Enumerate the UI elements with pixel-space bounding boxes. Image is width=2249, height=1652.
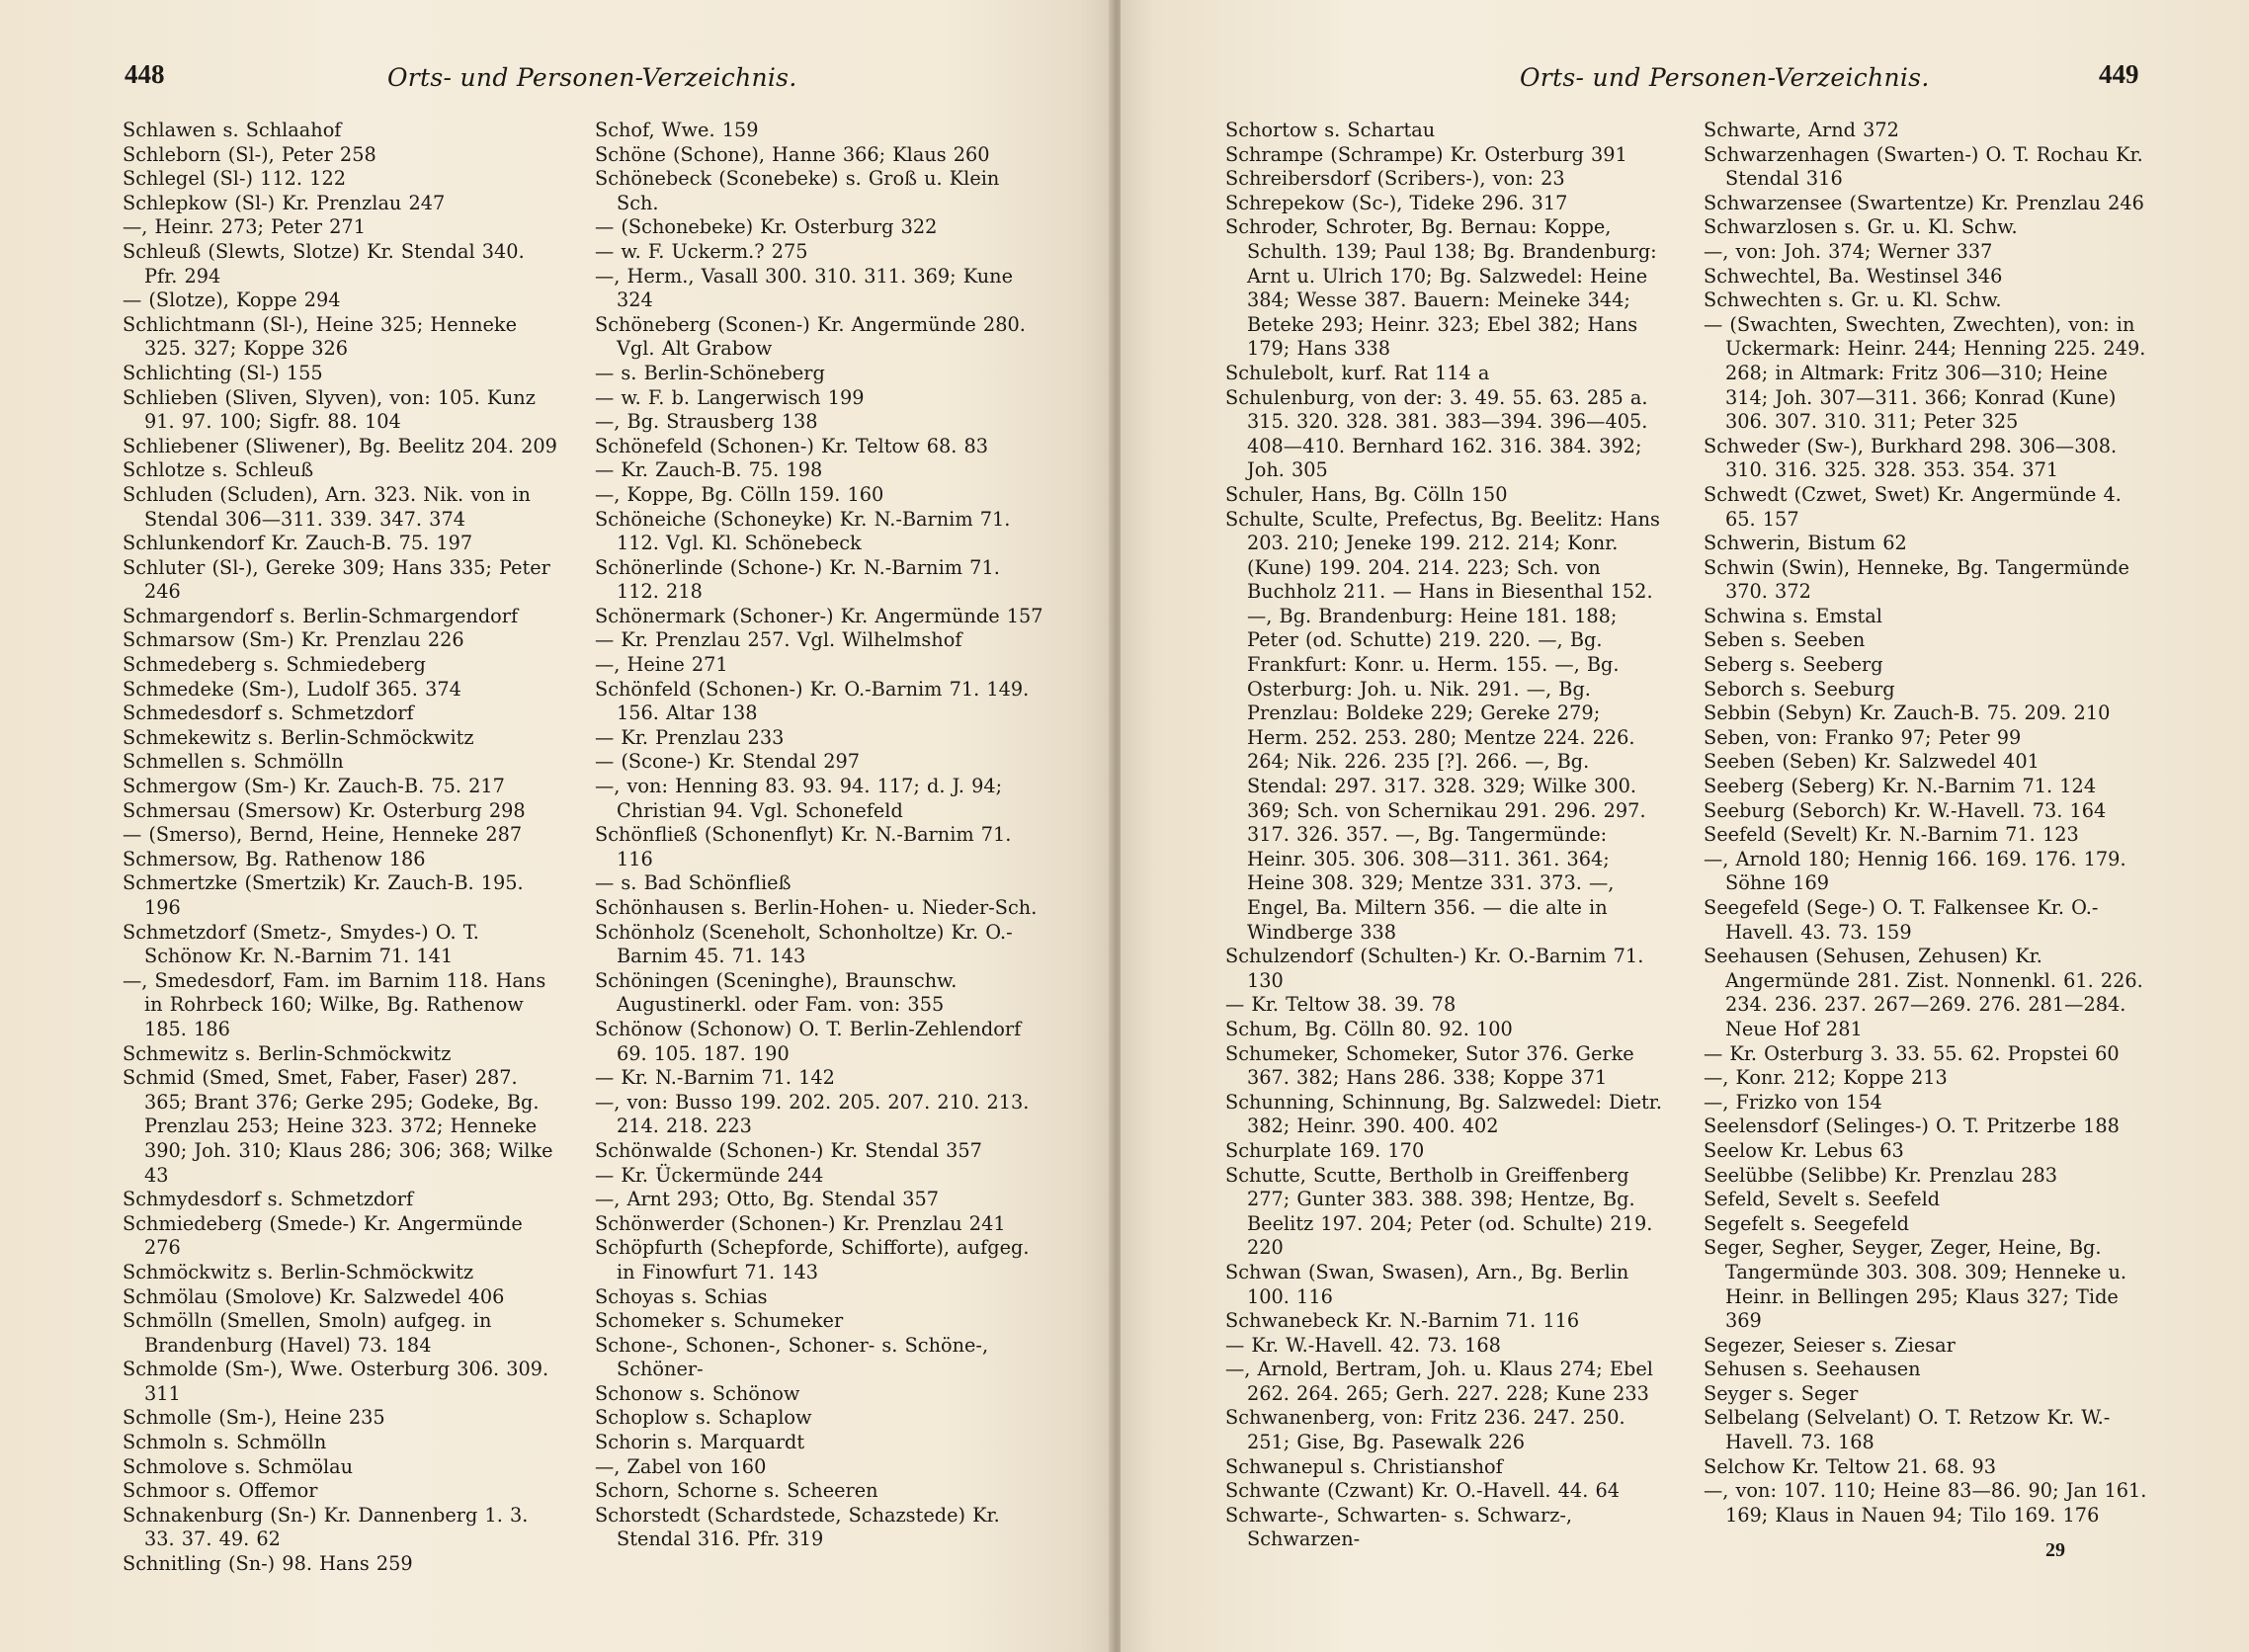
page-number-left: 448 — [125, 59, 165, 89]
index-entry: — (Slotze), Koppe 294 — [123, 289, 341, 312]
index-entry: Seeberg (Seberg) Kr. N.-Barnim 71. 124 — [1704, 775, 2097, 798]
index-column-left-1 — [123, 119, 561, 1577]
index-entry: Schwerin, Bistum 62 — [1704, 532, 1907, 555]
index-entry: Seben, von: Franko 97; Peter 99 — [1704, 725, 2022, 749]
index-entry: Schönerlinde (Schone-) Kr. N.-Barnim 71. 112. 218 — [595, 555, 1000, 604]
index-entry: Schwanenberg, von: Fritz 236. 247. 250. 251; Gise, Bg. Pasewalk 226 — [1225, 1406, 1625, 1454]
index-entry: Schliebener (Sliwener), Bg. Beelitz 204. 209 — [123, 434, 557, 457]
index-entry: — Kr. Zauch-B. 75. 198 — [595, 458, 823, 482]
index-entry: Schmergow (Sm-) Kr. Zauch-B. 75. 217 — [123, 775, 505, 798]
index-entry: Schwarzensee (Swartentze) Kr. Prenzlau 246 — [1704, 191, 2144, 214]
index-entry: Schum, Bg. Cölln 80. 92. 100 — [1225, 1017, 1513, 1040]
index-entry: Schmersau (Smersow) Kr. Osterburg 298 — [123, 798, 526, 822]
index-entry: Schöpfurth (Schepforde, Schifforte), aufgeg. in Finowfurt 71. 143 — [595, 1236, 1030, 1283]
index-entry: —, Arnt 293; Otto, Bg. Stendal 357 — [595, 1188, 940, 1211]
index-entry: Schurplate 169. 170 — [1225, 1138, 1425, 1162]
index-entry: —, Smedesdorf, Fam. im Barnim 118. Hans in Rohrbeck 160; Wilke, Bg. Rathenow 185. 186 — [123, 968, 546, 1040]
index-entry: Schmöckwitz s. Berlin-Schmöckwitz — [123, 1260, 474, 1283]
index-entry: Schuler, Hans, Bg. Cölln 150 — [1225, 482, 1508, 506]
index-entry: —, Bg. Strausberg 138 — [595, 410, 818, 434]
index-entry: Seberg s. Seeberg — [1704, 653, 1883, 677]
index-entry: Seehausen (Sehusen, Zehusen) Kr. Angermünde 281. Zist. Nonnenkl. 61. 226. 234. 236. 237. 267—269. 276. 281—284. Neue Hof 281 — [1704, 945, 2143, 1040]
index-entry: Schöneiche (Schoneyke) Kr. N.-Barnim 71. 112. Vgl. Kl. Schönebeck — [595, 507, 1011, 555]
index-entry: Schmolove s. Schmölau — [123, 1454, 354, 1478]
index-entry: — Kr. Osterburg 3. 33. 55. 62. Propstei 60 — [1704, 1041, 2120, 1065]
signature-mark: 29 — [2045, 1539, 2065, 1561]
index-entry: Schluter (Sl-), Gereke 309; Hans 335; Peter 246 — [123, 555, 550, 604]
index-entry: Schönermark (Schoner-) Kr. Angermünde 157 — [595, 604, 1043, 627]
running-title-right: Orts- und Personen-Verzeichnis. — [1520, 63, 1930, 92]
index-entry: Schreibersdorf (Scribers-), von: 23 — [1225, 167, 1565, 191]
index-entry: Schwanebeck Kr. N.-Barnim 71. 116 — [1225, 1309, 1580, 1333]
index-entry: Schutte, Scutte, Bertholb in Greiffenberg 277; Gunter 383. 388. 398; Hentze, Bg. Beelitz 197. 204; Peter (od. Schulte) 219. 220 — [1225, 1163, 1653, 1260]
index-entry: Schroder, Schroter, Bg. Bernau: Koppe, Schulth. 139; Paul 138; Bg. Brandenburg: Arnt u. Ulrich 170; Bg. Salzwedel: Heine 384; Wesse 387. Bauern: Meineke 344; Beteke 293; Heinr. 323; Ebel 382; Hans 179; Hans 338 — [1225, 215, 1657, 361]
index-entry: Schmölln (Smellen, Smoln) aufgeg. in Brandenburg (Havel) 73. 184 — [123, 1309, 492, 1357]
running-title-left: Orts- und Personen-Verzeichnis. — [387, 63, 797, 92]
index-entry: Schone-, Schonen-, Schoner- s. Schöne-, Schöner- — [595, 1333, 989, 1381]
index-entry: Schwarte-, Schwarten- s. Schwarz-, Schwarzen- — [1225, 1503, 1573, 1551]
index-entry: Schonow s. Schönow — [595, 1381, 800, 1405]
index-column-right-1 — [1225, 119, 1664, 1552]
index-entry: —, Herm., Vasall 300. 310. 311. 369; Kune 324 — [595, 264, 1013, 312]
index-entry: —, Heine 271 — [595, 653, 728, 677]
index-entry: —, Arnold, Bertram, Joh. u. Klaus 274; Ebel 262. 264. 265; Gerh. 227. 228; Kune 233 — [1225, 1358, 1653, 1405]
index-entry: Schmargendorf s. Berlin-Schmargendorf — [123, 604, 519, 627]
index-entry: — s. Berlin-Schöneberg — [595, 361, 825, 384]
index-entry: Schomeker s. Schumeker — [595, 1309, 844, 1333]
index-entry: —, von: Joh. 374; Werner 337 — [1704, 239, 1993, 263]
index-entry: Schulzendorf (Schulten-) Kr. O.-Barnim 71. 130 — [1225, 945, 1644, 992]
index-entry: Schmölau (Smolove) Kr. Salzwedel 406 — [123, 1284, 505, 1308]
index-entry: — (Scone-) Kr. Stendal 297 — [595, 750, 861, 774]
index-entry: Schwan (Swan, Swasen), Arn., Bg. Berlin 100. 116 — [1225, 1260, 1629, 1308]
index-entry: — Kr. Prenzlau 257. Vgl. Wilhelmshof — [595, 628, 962, 652]
index-entry: Schönwerder (Schonen-) Kr. Prenzlau 241 — [595, 1211, 1006, 1235]
index-entry: Schönebeck (Sconebeke) s. Groß u. Klein Sch. — [595, 167, 1000, 214]
index-entry: Schlichting (Sl-) 155 — [123, 361, 323, 384]
index-entry: Schmertzke (Smertzik) Kr. Zauch-B. 195. 196 — [123, 871, 524, 919]
index-entry: —, Arnold 180; Hennig 166. 169. 176. 179. Söhne 169 — [1704, 847, 2126, 895]
index-entry: Schmolle (Sm-), Heine 235 — [123, 1406, 385, 1430]
index-entry: Schmedeberg s. Schmiedeberg — [123, 653, 426, 677]
index-entry: Schumeker, Schomeker, Sutor 376. Gerke 367. 382; Hans 286. 338; Koppe 371 — [1225, 1041, 1634, 1090]
index-entry: Schönwalde (Schonen-) Kr. Stendal 357 — [595, 1138, 982, 1162]
index-entry: Schortow s. Schartau — [1225, 119, 1436, 141]
index-entry: Schöne (Schone), Hanne 366; Klaus 260 — [595, 142, 990, 166]
index-entry: Schlegel (Sl-) 112. 122 — [123, 167, 346, 191]
index-entry: — (Schonebeke) Kr. Osterburg 322 — [595, 215, 938, 239]
index-entry: Seeburg (Seborch) Kr. W.-Havell. 73. 164 — [1704, 798, 2107, 822]
index-entry: — Kr. Ückermünde 244 — [595, 1163, 824, 1187]
index-entry: Schöningen (Sceninghe), Braunschw. Augustinerkl. oder Fam. von: 355 — [595, 968, 958, 1017]
index-entry: Schlawen s. Schlaahof — [123, 119, 342, 141]
index-entry: Schorn, Schorne s. Scheeren — [595, 1479, 878, 1503]
index-column-right-2 — [1704, 119, 2150, 1528]
index-entry: Schlichtmann (Sl-), Heine 325; Henneke 325. 327; Koppe 326 — [123, 312, 518, 361]
index-entry: Schönfeld (Schonen-) Kr. O.-Barnim 71. 149. 156. Altar 138 — [595, 677, 1030, 725]
index-entry: Schlepkow (Sl-) Kr. Prenzlau 247 — [123, 191, 446, 214]
index-entry: Schunning, Schinnung, Bg. Salzwedel: Dietr. 382; Heinr. 390. 400. 402 — [1225, 1090, 1662, 1138]
index-entry: — Kr. W.-Havell. 42. 73. 168 — [1225, 1333, 1501, 1357]
index-entry: Schmersow, Bg. Rathenow 186 — [123, 847, 426, 870]
index-entry: Schlieben (Sliven, Slyven), von: 105. Kunz 91. 97. 100; Sigfr. 88. 104 — [123, 385, 536, 434]
index-entry: Schönow (Schonow) O. T. Berlin-Zehlendorf 69. 105. 187. 190 — [595, 1017, 1022, 1065]
index-entry: Schmetzdorf (Smetz-, Smydes-) O. T. Schönow Kr. N.-Barnim 71. 141 — [123, 920, 479, 968]
index-entry: —, von: 107. 110; Heine 83—86. 90; Jan 161. 169; Klaus in Nauen 94; Tilo 169. 176 — [1704, 1479, 2147, 1527]
index-entry: Schoyas s. Schias — [595, 1284, 768, 1308]
index-entry: Schmedesdorf s. Schmetzdorf — [123, 702, 414, 725]
index-entry: Schulenburg, von der: 3. 49. 55. 63. 285 a. 315. 320. 328. 381. 383—394. 396—405. 408—410. Bernhard 162. 316. 384. 392; Joh. 305 — [1225, 385, 1648, 482]
index-entry: — w. F. b. Langerwisch 199 — [595, 385, 865, 409]
index-entry: Schoplow s. Schaplow — [595, 1406, 812, 1430]
page-number-right: 449 — [2099, 59, 2139, 89]
index-entry: — s. Bad Schönfließ — [595, 871, 791, 895]
index-entry: Seelübbe (Selibbe) Kr. Prenzlau 283 — [1704, 1163, 2058, 1187]
index-entry: — (Smerso), Bernd, Heine, Henneke 287 — [123, 823, 523, 847]
index-entry: —, Heinr. 273; Peter 271 — [123, 215, 366, 239]
index-entry: Schof, Wwe. 159 — [595, 119, 759, 141]
index-entry: Seyger s. Seger — [1704, 1381, 1859, 1405]
index-entry: Seborch s. Seeburg — [1704, 677, 1895, 701]
index-entry: —, Koppe, Bg. Cölln 159. 160 — [595, 482, 884, 506]
index-entry: — Kr. N.-Barnim 71. 142 — [595, 1066, 835, 1090]
index-entry: Schnitling (Sn-) 98. Hans 259 — [123, 1552, 413, 1576]
index-entry: Schrampe (Schrampe) Kr. Osterburg 391 — [1225, 142, 1627, 166]
index-entry: Schmewitz s. Berlin-Schmöckwitz — [123, 1041, 452, 1065]
index-entry: Schwarzlosen s. Gr. u. Kl. Schw. — [1704, 215, 2018, 239]
index-entry: Schmolde (Sm-), Wwe. Osterburg 306. 309. 311 — [123, 1358, 549, 1405]
index-entry: Segefelt s. Seegefeld — [1704, 1211, 1909, 1235]
index-entry: Schönefeld (Schonen-) Kr. Teltow 68. 83 — [595, 434, 989, 457]
index-entry: Schorstedt (Schardstede, Schazstede) Kr. Stendal 316. Pfr. 319 — [595, 1503, 1000, 1551]
index-entry: Schwarte, Arnd 372 — [1704, 119, 1899, 141]
index-entry: Seefeld (Sevelt) Kr. N.-Barnim 71. 123 — [1704, 823, 2079, 847]
index-entry: Schmekewitz s. Berlin-Schmöckwitz — [123, 725, 474, 749]
index-entry: Schönfließ (Schonenflyt) Kr. N.-Barnim 71. 116 — [595, 823, 1012, 870]
index-entry: Sebbin (Sebyn) Kr. Zauch-B. 75. 209. 210 — [1704, 702, 2111, 725]
index-entry: — Kr. Teltow 38. 39. 78 — [1225, 993, 1457, 1017]
index-entry: Schmydesdorf s. Schmetzdorf — [123, 1188, 414, 1211]
index-entry: Schmiedeberg (Smede-) Kr. Angermünde 276 — [123, 1211, 523, 1260]
index-entry: Schweder (Sw-), Burkhard 298. 306—308. 310. 316. 325. 328. 353. 354. 371 — [1704, 434, 2118, 482]
index-entry: Schrepekow (Sc-), Tideke 296. 317 — [1225, 191, 1568, 214]
index-entry: Schwin (Swin), Henneke, Bg. Tangermünde 370. 372 — [1704, 555, 2129, 604]
index-entry: Seelow Kr. Lebus 63 — [1704, 1138, 1904, 1162]
index-entry: — Kr. Prenzlau 233 — [595, 725, 785, 749]
index-entry: Schwarzenhagen (Swarten-) O. T. Rochau Kr. Stendal 316 — [1704, 142, 2143, 191]
index-entry: Seger, Segher, Seyger, Zeger, Heine, Bg. Tangermünde 303. 308. 309; Henneke u. Heinr. in Bellingen 295; Klaus 327; Tide 369 — [1704, 1236, 2127, 1333]
index-entry: — (Swachten, Swechten, Zwechten), von: in Uckermark: Heinr. 244; Henning 225. 249. 268; in Altmark: Fritz 306—310; Heine 314; Joh. 307—311. 366; Konrad (Kune) 306. 307. 310. 311; Peter 325 — [1704, 312, 2146, 434]
index-entry: —, Zabel von 160 — [595, 1454, 767, 1478]
index-entry: Schlotze s. Schleuß — [123, 458, 314, 482]
index-entry: —, von: Henning 83. 93. 94. 117; d. J. 94; Christian 94. Vgl. Schonefeld — [595, 775, 1003, 822]
index-entry: Schöneberg (Sconen-) Kr. Angermünde 280. Vgl. Alt Grabow — [595, 312, 1026, 361]
index-entry: Schleuß (Slewts, Slotze) Kr. Stendal 340. Pfr. 294 — [123, 239, 525, 288]
index-entry: Schmedeke (Sm-), Ludolf 365. 374 — [123, 677, 461, 701]
index-entry: Selbelang (Selvelant) O. T. Retzow Kr. W.-Havell. 73. 168 — [1704, 1406, 2111, 1454]
index-entry: Schluden (Scluden), Arn. 323. Nik. von in Stendal 306—311. 339. 347. 374 — [123, 482, 531, 531]
index-entry: Schwina s. Emstal — [1704, 604, 1882, 627]
index-entry: Schmoln s. Schmölln — [123, 1431, 327, 1454]
index-entry: Schmid (Smed, Smet, Faber, Faser) 287. 365; Brant 376; Gerke 295; Godeke, Bg. Prenzlau 253; Heine 323. 372; Henneke 390; Joh. 310; Klaus 286; 306; 368; Wilke 43 — [123, 1066, 553, 1187]
index-entry: Seelensdorf (Selinges-) O. T. Pritzerbe 188 — [1704, 1115, 2120, 1138]
index-entry: Seben s. Seeben — [1704, 628, 1866, 652]
index-entry: Schmoor s. Offemor — [123, 1479, 318, 1503]
index-entry: Schulebolt, kurf. Rat 114 a — [1225, 361, 1490, 384]
index-entry: Schorin s. Marquardt — [595, 1431, 805, 1454]
index-entry: Schönholz (Sceneholt, Schonholtze) Kr. O.-Barnim 45. 71. 143 — [595, 920, 1013, 968]
index-entry: —, Frizko von 154 — [1704, 1090, 1882, 1114]
index-entry: Schwante (Czwant) Kr. O.-Havell. 44. 64 — [1225, 1479, 1620, 1503]
index-entry: Schmarsow (Sm-) Kr. Prenzlau 226 — [123, 628, 464, 652]
index-entry: Schnakenburg (Sn-) Kr. Dannenberg 1. 3. 33. 37. 49. 62 — [123, 1503, 529, 1551]
index-entry: Selchow Kr. Teltow 21. 68. 93 — [1704, 1454, 1997, 1478]
index-entry: — w. F. Uckerm.? 275 — [595, 239, 808, 263]
index-entry: Schwechtel, Ba. Westinsel 346 — [1704, 264, 2003, 288]
index-entry: Seegefeld (Sege-) O. T. Falkensee Kr. O.-Havell. 43. 73. 159 — [1704, 896, 2099, 944]
index-entry: Schulte, Scultе, Prefectus, Bg. Beelitz: Hans 203. 210; Jeneke 199. 212. 214; Konr. (Kune) 199. 204. 214. 223; Sch. von Buchholz 211. — Hans in Biesenthal 152. —, Bg. Brandenburg: Heine 181. 188; Peter (od. Schutte) 219. 220. —, Bg. Frankfurt: Konr. u. Herm. 155. —, Bg. Osterburg: Joh. u. Nik. 291. —, Bg. Prenzlau: Boldeke 229; Gereke 279; Herm. 252. 253. 280; Mentze 224. 226. 264; Nik. 226. 235 [?]. 266. —, Bg. Stendal: 297. 317. 328. 329; Wilke 300. 369; Sch. von Schernikau 291. 296. 297. 317. 326. 357. —, Bg. Tangermünde: Heinr. 305. 306. 308—311. 361. 364; Heine 308. 329; Mentze 331. 373. —, Engel, Ba. Miltern 356. — die alte in Windberge 338 — [1225, 507, 1660, 944]
index-column-left-2 — [595, 119, 1045, 1552]
index-entry: Schlunkendorf Kr. Zauch-B. 75. 197 — [123, 532, 473, 555]
index-entry: Seeben (Seben) Kr. Salzwedel 401 — [1704, 750, 2040, 774]
index-entry: Schwechten s. Gr. u. Kl. Schw. — [1704, 289, 2002, 312]
index-entry: Schleborn (Sl-), Peter 258 — [123, 142, 376, 166]
index-entry: —, Konr. 212; Koppe 213 — [1704, 1066, 1948, 1090]
index-entry: Sefeld, Sevelt s. Seefeld — [1704, 1188, 1941, 1211]
left-page — [0, 0, 1113, 1652]
index-entry: Schwanepul s. Christianshof — [1225, 1454, 1503, 1478]
index-entry: Schwedt (Czwet, Swet) Kr. Angermünde 4. 65. 157 — [1704, 482, 2122, 531]
index-entry: Segezer, Seieser s. Ziesar — [1704, 1333, 1956, 1357]
index-entry: Sehusen s. Seehausen — [1704, 1358, 1921, 1381]
index-entry: Schönhausen s. Berlin-Hohen- u. Nieder-Sch. — [595, 896, 1038, 919]
index-entry: —, von: Busso 199. 202. 205. 207. 210. 213. 214. 218. 223 — [595, 1090, 1030, 1138]
index-entry: Schmellen s. Schmölln — [123, 750, 344, 774]
